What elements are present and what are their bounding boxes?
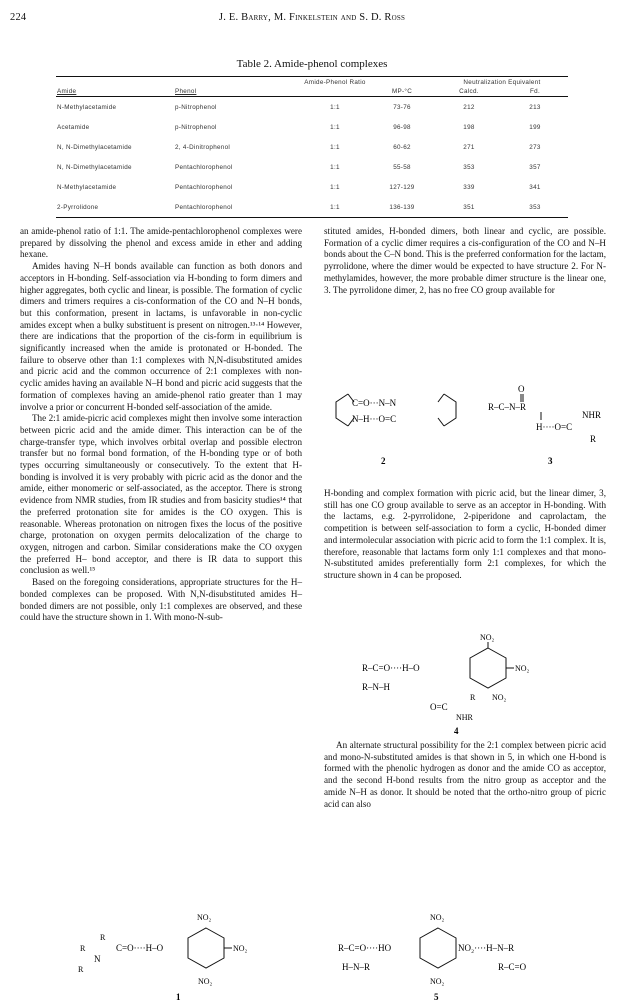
amide-nh: R–N–H: [362, 682, 391, 692]
cell-mp: 73-76: [393, 103, 411, 111]
paragraph: Based on the foregoing considerations, appropriate structures for the H– bonded complexes can be proposed. With N,N-disubstituted amides H–bonded dimers are not possible, only 1:1 complexes are observed, and these could have the structure shown in 1. With mono-N-sub-: [20, 577, 302, 623]
no2-top: NO₂: [480, 633, 495, 642]
carbonyl-oxygen: O: [518, 384, 525, 394]
dimer-line-2: N–H···O=C: [352, 414, 397, 424]
cell-mp: 136-139: [368, 197, 436, 218]
table-row: [56, 177, 568, 197]
nitrogen-label: N: [94, 954, 101, 964]
cell-phenol: p-Nitrophenol: [175, 123, 217, 131]
cell-fd: 273: [529, 143, 541, 151]
cell-ratio: 1:1: [330, 103, 340, 111]
cell-mp: 60-62: [393, 143, 411, 151]
structure-2: [326, 380, 476, 470]
amide-nh: H–N–R: [342, 962, 371, 972]
cell-phenol: Pentachlorophenol: [175, 183, 233, 191]
no2-right: NO₂: [233, 944, 248, 953]
cell-calcd: 339: [463, 183, 475, 191]
cell-amide: N-Methylacetamide: [57, 183, 117, 191]
benzene-ring: [420, 928, 456, 968]
paragraph: H-bonding and complex formation with picric acid, but the linear dimer, 3, still has one CO group available to serve as an acceptor in H-bonding. With the lactams, e.g. 2-pyrrolidone, 2-piperidone and caprolactam, the competition is between self-association to form a cyclic, H-bonded dimer and intermolecular association with picric acid to form the 1:1 complex. It is, therefore, reasonable that lactams form only 1:1 complexes and that mono-N-substituted amides preferentially form 2:1 complexes, for which the structure shown in 4 can be proposed.: [324, 488, 606, 580]
cell-amide: N, N-Dimethylacetamide: [57, 163, 132, 171]
paragraph: The 2:1 amide-picric acid complexes might then involve some interaction between picric acid and the amide dimer. This interaction can be of the charge-transfer type, which involves orbital overlap and possible electron transfer but no formal bond formation, of the H-bonding type or of both types occurring simultaneously or consecutively. To the extent that H-bonding is involved it is very probably with picric acid as the donor and the amide, either monomeric or self-associated, as the acceptor. There is strong evidence from NMR studies, from IR studies and from basicity studies¹⁴ that the preferred protonation site for amides is the CO oxygen. This is reasonable. Whereas protonation on nitrogen fixes the locus of the positive charge, protonation on oxygen permits delocalization of the charge to oxygen, nitrogen and carbon. Similar considerations make the CO oxygen the preferred H– bond acceptor, and there is IR data to support this conclusion as well.¹⁵: [20, 413, 302, 576]
table-row: [56, 97, 568, 118]
cell-ratio: 1:1: [330, 143, 340, 151]
right-column-top: [324, 226, 606, 296]
r-label: R: [78, 965, 84, 974]
r-label: R: [470, 693, 476, 702]
cell-fd: 357: [529, 163, 541, 171]
page-number: 224: [10, 12, 27, 23]
complex-chain: C=O····H–O: [116, 943, 164, 953]
complex-chain: R–C=O····HO: [338, 943, 392, 953]
r-label: R: [100, 933, 106, 942]
structure-number: 3: [548, 456, 553, 466]
no2-bottom: NO₂: [198, 977, 213, 986]
no2-bottom: NO₂: [430, 977, 445, 986]
th-amide: Amide: [56, 87, 174, 97]
oc-label: O=C: [430, 702, 448, 712]
th-calcd: Calcd.: [436, 87, 502, 97]
amide-chain: R–C–N–R: [488, 402, 527, 412]
nhr-label: NHR: [582, 410, 602, 420]
h-bond-line: H····O=C: [536, 422, 573, 432]
complex-chain: R–C=O····H–O: [362, 663, 420, 673]
cell-amide: N-Methylacetamide: [57, 103, 117, 111]
structure-1: [72, 910, 292, 1005]
dimer-line-1: C=O···N–N: [352, 398, 397, 408]
running-title: J. E. Barry, M. Finkelstein and S. D. Ross: [218, 12, 406, 23]
r-label: R: [590, 434, 597, 444]
benzene-ring: [470, 648, 506, 688]
cell-fd: 341: [529, 183, 541, 191]
header-row-2: [56, 87, 568, 97]
no2-low: NO₂: [492, 693, 507, 702]
cell-calcd: 271: [463, 143, 475, 151]
second-carbonyl: R–C=O: [498, 962, 527, 972]
cell-phenol: p-Nitrophenol: [175, 103, 217, 111]
cell-fd: 199: [529, 123, 541, 131]
table-row: [56, 137, 568, 157]
table-row: [56, 117, 568, 137]
cell-calcd: 351: [436, 197, 502, 218]
structure-5: [338, 910, 618, 1005]
cell-phenol: 2, 4-Dinitrophenol: [175, 143, 231, 151]
th-phenol: Phenol: [174, 87, 302, 97]
th-mp: MP-°C: [368, 87, 436, 97]
th-fd: Fd.: [502, 87, 568, 97]
paragraph: stituted amides, H-bonded dimers, both linear and cyclic, are possible. Formation of a cyclic dimer requires a cis-configuration of the CO and N–H bonds about the C–N bond. This is the preferred conformation for the lactam, pyrrolidone, where the dimer would be expected to have structure 2. For N-methylamides, however, the more probable dimer structure is the linear one, 3. The pyrrolidone dimer, 2, has no free CO group available for: [324, 226, 606, 295]
structure-number: 5: [434, 992, 439, 1002]
cell-calcd: 353: [463, 163, 475, 171]
cell-calcd: 198: [463, 123, 475, 131]
table-title: Table 2. Amide-phenol complexes: [236, 58, 388, 70]
r-label: R: [80, 944, 86, 953]
cell-fd: 353: [502, 197, 568, 218]
structure-3: [486, 380, 616, 470]
cell-ratio: 1:1: [330, 183, 340, 191]
no2-top: NO₂: [430, 913, 445, 922]
th-ratio-line: Amide-Phenol Ratio: [302, 77, 368, 88]
nitro-hbond: NO₂····H–N–R: [458, 943, 515, 953]
structure-number: 4: [454, 726, 459, 736]
left-column: [20, 226, 302, 624]
right-column-mid: [324, 488, 606, 582]
cell-phenol: Pentachlorophenol: [175, 163, 233, 171]
right-column-bottom: [324, 740, 606, 810]
cell-ratio: 1:1: [302, 197, 368, 218]
cell-phenol: Pentachlorophenol: [174, 197, 302, 218]
cell-mp: 127-129: [389, 183, 415, 191]
paragraph: an amide-phenol ratio of 1:1. The amide-pentachlorophenol complexes were prepared by dissolving the phenol and excess amide in ether and adding hexane.: [20, 226, 302, 260]
cell-calcd: 212: [463, 103, 475, 111]
cell-amide: 2-Pyrrolidone: [56, 197, 174, 218]
table-row: [56, 157, 568, 177]
benzene-ring: [188, 928, 224, 968]
paragraph: Amides having N–H bonds available can function as both donors and acceptors in H-bonding. Self-association via H-bonding to form dimers and higher aggregates, both cyclic and linear, is possible. The formation of cyclic dimers and trimers requires a cis-conformation of the CO and N–H bonds, but this conformation, present in lactams, is unfavorable in non-cyclic amides except when a bulky substituent is present on nitrogen.¹³·¹⁴ However, there are indications that the proportion of the cis-form in equilibrium is significantly increased when the amide is protonated or H-bonded. The failure to observe other than 1:1 complexes with N,N-disubstituted amides and picric acid and the common occurrence of 2:1 complexes with non-cyclic amides having an available N–H bond and picric acid suggests that the formation of complexes having an amide-phenol ratio greater than 1 may involve a prior or concurrent H-bonded self-association of the amide.: [20, 261, 302, 412]
nhr-label: NHR: [456, 713, 473, 722]
th-neutralization: Neutralization Equivalent: [436, 77, 568, 88]
structure-number: 2: [381, 456, 386, 466]
cell-amide: Acetamide: [57, 123, 90, 131]
cell-mp: 55-58: [393, 163, 411, 171]
cell-ratio: 1:1: [330, 123, 340, 131]
cell-mp: 96-98: [393, 123, 411, 131]
no2-top: NO₂: [197, 913, 212, 922]
structure-4: [360, 630, 560, 736]
no2-right: NO₂: [515, 664, 530, 673]
structure-number: 1: [176, 992, 181, 1002]
cell-amide: N, N-Dimethylacetamide: [57, 143, 132, 151]
cell-fd: 213: [529, 103, 541, 111]
header-row-1: [56, 77, 568, 88]
complexes-table: [56, 76, 568, 218]
cell-ratio: 1:1: [330, 163, 340, 171]
paragraph: An alternate structural possibility for the 2:1 complex between picric acid and mono-N-substituted amides is that shown in 5, in which one H-bond is formed with the phenolic hydrogen as donor and the amide CO as acceptor, and the second H-bond results from the nitro group as acceptor and the amide N–H as donor. It should be noted that the ortho-nitro group of picric acid can also: [324, 740, 606, 809]
table-row: [56, 197, 568, 218]
